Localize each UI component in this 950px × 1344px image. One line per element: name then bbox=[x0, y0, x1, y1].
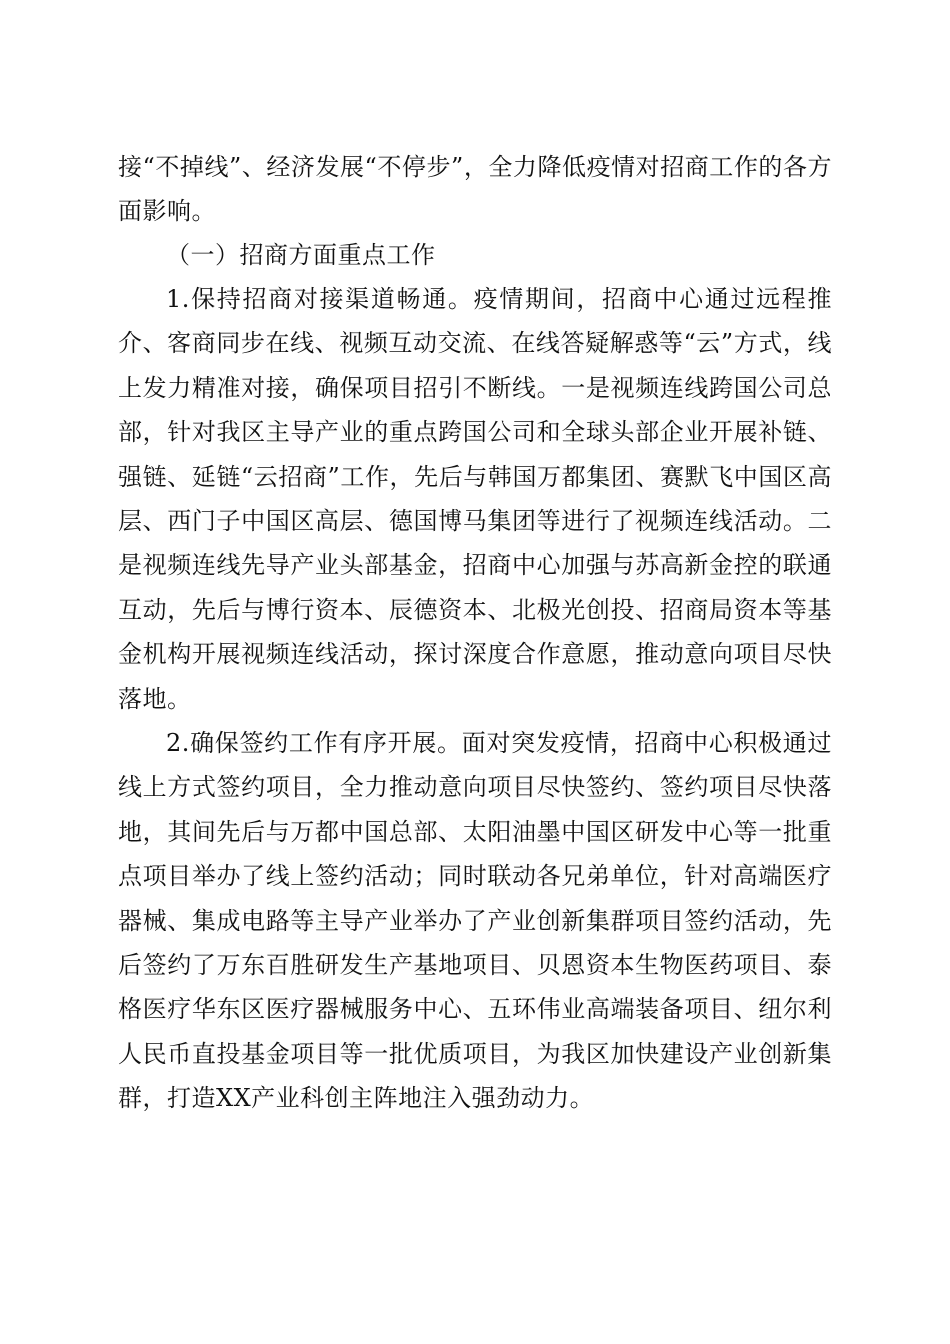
paragraph-item-2 bbox=[118, 721, 832, 1121]
section-heading: （一）招商方面重点工作 bbox=[166, 241, 436, 269]
item-1-text: 1.保持招商对接渠道畅通。疫情期间，招商中心通过远程推介、客商同步在线、视频互动交流、在线答疑解惑等“云”方式，线上发力精准对接，确保项目招引不断线。一是视频连线跨国公司总部，针对我区主导产业的重点跨国公司和全球头部企业开展补链、强链、延链“云招商”工作，先后与韩国万都集团、赛默飞中国区高层、西门子中国区高层、德国博马集团等进行了视频连线活动。二是视频连线先导产业头部基金，招商中心加强与苏高新金控的联通互动，先后与博行资本、辰德资本、北极光创投、招商局资本等基金机构开展视频连线活动，探讨深度合作意愿，推动意向项目尽快落地。 bbox=[118, 285, 832, 713]
paragraph-item-1 bbox=[118, 277, 832, 721]
item-2-text: 2.确保签约工作有序开展。面对突发疫情，招商中心积极通过线上方式签约项目，全力推动意向项目尽快签约、签约项目尽快落地，其间先后与万都中国总部、太阳油墨中国区研发中心等一批重点项目举办了线上签约活动；同时联动各兄弟单位，针对高端医疗器械、集成电路等主导产业举办了产业创新集群项目签约活动，先后签约了万东百胜研发生产基地项目、贝恩资本生物医药项目、泰格医疗华东区医疗器械服务中心、五环伟业高端装备项目、纽尔利人民币直投基金项目等一批优质项目，为我区加快建设产业创新集群，打造XX产业科创主阵地注入强劲动力。 bbox=[118, 729, 832, 1113]
paragraph-intro-continuation bbox=[118, 145, 832, 234]
section-heading-block bbox=[118, 233, 832, 277]
intro-text: 接“不掉线”、经济发展“不停步”，全力降低疫情对招商工作的各方面影响。 bbox=[118, 153, 832, 226]
